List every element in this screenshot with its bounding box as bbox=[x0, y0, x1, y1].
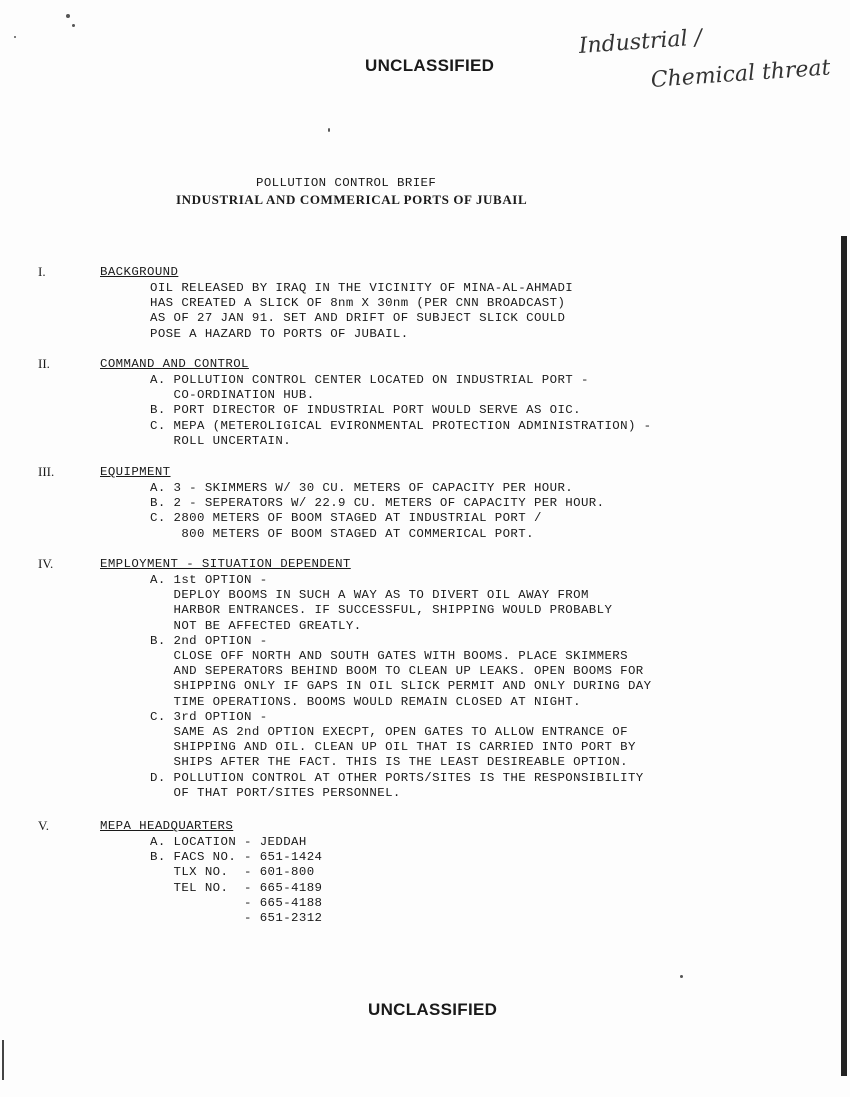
handwritten-note-line1: Industrial / bbox=[578, 25, 703, 59]
body-line: OF THAT PORT/SITES PERSONNEL. bbox=[150, 785, 401, 800]
body-line: POSE A HAZARD TO PORTS OF JUBAIL. bbox=[150, 326, 409, 341]
scan-left-mark bbox=[2, 1040, 4, 1080]
section-equipment-heading: EQUIPMENT bbox=[100, 465, 171, 479]
body-line: B. 2nd OPTION - bbox=[150, 633, 268, 648]
body-line: TIME OPERATIONS. BOOMS WOULD REMAIN CLOSED AT NIGHT. bbox=[150, 694, 581, 709]
body-line: HAS CREATED A SLICK OF 8nm X 30nm (PER CNN BROADCAST) bbox=[150, 296, 566, 311]
body-line: A. 1st OPTION - bbox=[150, 573, 268, 587]
title-line2: INDUSTRIAL AND COMMERICAL PORTS OF JUBAIL bbox=[176, 192, 528, 207]
classification-top: UNCLASSIFIED bbox=[365, 56, 495, 75]
scan-speck bbox=[328, 128, 330, 132]
body-line: DEPLOY BOOMS IN SUCH A WAY AS TO DIVERT OIL AWAY FROM bbox=[150, 588, 589, 603]
body-line: D. POLLUTION CONTROL AT OTHER PORTS/SITES IS THE RESPONSIBILITY bbox=[150, 770, 644, 785]
handwritten-note-line2: Chemical threat bbox=[650, 55, 832, 93]
scan-speck bbox=[72, 24, 75, 27]
body-line: AND SEPERATORS BEHIND BOOM TO CLEAN UP LEAKS. OPEN BOOMS FOR bbox=[150, 664, 644, 679]
body-line: AS OF 27 JAN 91. SET AND DRIFT OF SUBJECT SLICK COULD bbox=[150, 311, 566, 326]
body-line: A. 3 - SKIMMERS W/ 30 CU. METERS OF CAPACITY PER HOUR. bbox=[150, 481, 574, 495]
classification-bottom: UNCLASSIFIED bbox=[368, 1000, 498, 1019]
body-line: SAME AS 2nd OPTION EXECPT, OPEN GATES TO ALLOW ENTRANCE OF bbox=[150, 725, 628, 740]
body-line: TLX NO. - 601-800 bbox=[150, 865, 315, 880]
section-background-body bbox=[150, 281, 573, 342]
body-line: SHIPPING ONLY IF GAPS IN OIL SLICK PERMIT AND ONLY DURING DAY bbox=[150, 679, 652, 694]
section-background-heading: BACKGROUND bbox=[100, 265, 179, 279]
scan-speck bbox=[66, 14, 70, 18]
body-line: NOT BE AFFECTED GREATLY. bbox=[150, 618, 362, 633]
section-employment-number: IV. bbox=[38, 556, 54, 571]
section-mepa-heading: MEPA HEADQUARTERS bbox=[100, 819, 234, 833]
section-employment-body bbox=[150, 573, 651, 801]
title-line1: POLLUTION CONTROL BRIEF bbox=[256, 176, 437, 190]
scan-edge-bar bbox=[841, 236, 847, 1076]
section-background-number: I. bbox=[38, 264, 46, 279]
section-employment-heading: EMPLOYMENT - SITUATION DEPENDENT bbox=[100, 557, 351, 571]
section-mepa-number: V. bbox=[38, 818, 49, 833]
scan-speck bbox=[680, 975, 683, 978]
body-line: C. 2800 METERS OF BOOM STAGED AT INDUSTRIAL PORT / bbox=[150, 511, 542, 526]
section-command-heading: COMMAND AND CONTROL bbox=[100, 357, 249, 371]
body-line: OIL RELEASED BY IRAQ IN THE VICINITY OF MINA-AL-AHMADI bbox=[150, 281, 574, 295]
body-line: SHIPS AFTER THE FACT. THIS IS THE LEAST DESIREABLE OPTION. bbox=[150, 755, 628, 770]
body-line: CO-ORDINATION HUB. bbox=[150, 388, 315, 403]
body-line: B. 2 - SEPERATORS W/ 22.9 CU. METERS OF CAPACITY PER HOUR. bbox=[150, 496, 605, 511]
section-command-body bbox=[150, 373, 651, 449]
body-line: C. MEPA (METEROLIGICAL EVIRONMENTAL PROTECTION ADMINISTRATION) - bbox=[150, 418, 652, 433]
section-command-number: II. bbox=[38, 356, 50, 371]
body-line: B. PORT DIRECTOR OF INDUSTRIAL PORT WOULD SERVE AS OIC. bbox=[150, 403, 581, 418]
body-line: C. 3rd OPTION - bbox=[150, 709, 268, 724]
body-line: - 665-4188 bbox=[150, 895, 323, 910]
body-line: CLOSE OFF NORTH AND SOUTH GATES WITH BOOMS. PLACE SKIMMERS bbox=[150, 649, 628, 664]
body-line: A. LOCATION - JEDDAH bbox=[150, 835, 307, 849]
scan-speck bbox=[14, 36, 16, 38]
section-equipment-body bbox=[150, 481, 604, 542]
body-line: A. POLLUTION CONTROL CENTER LOCATED ON INDUSTRIAL PORT - bbox=[150, 373, 589, 387]
body-line: SHIPPING AND OIL. CLEAN UP OIL THAT IS CARRIED INTO PORT BY bbox=[150, 740, 636, 755]
body-line: HARBOR ENTRANCES. IF SUCCESSFUL, SHIPPING WOULD PROBABLY bbox=[150, 603, 613, 618]
body-line: TEL NO. - 665-4189 bbox=[150, 880, 323, 895]
body-line: ROLL UNCERTAIN. bbox=[150, 433, 292, 448]
body-line: 800 METERS OF BOOM STAGED AT COMMERICAL PORT. bbox=[150, 526, 534, 541]
body-line: - 651-2312 bbox=[150, 911, 323, 926]
section-equipment-number: III. bbox=[38, 464, 55, 479]
section-mepa-body bbox=[150, 835, 322, 926]
body-line: B. FACS NO. - 651-1424 bbox=[150, 850, 323, 865]
